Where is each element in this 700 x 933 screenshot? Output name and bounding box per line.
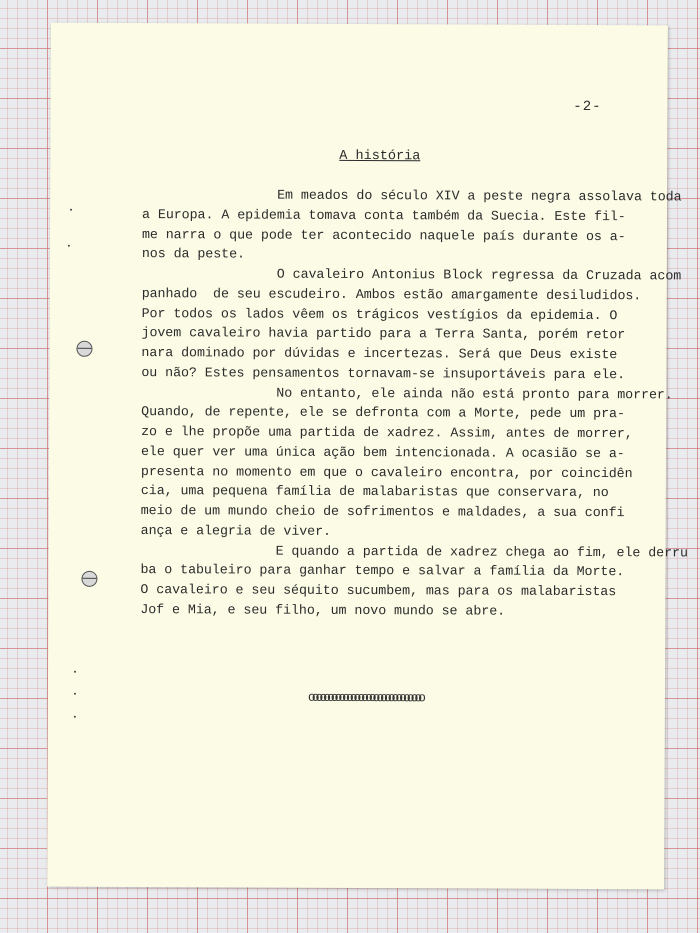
text-line: No entanto, ele ainda não está pronto para morrer.: [276, 385, 673, 402]
text-line: ou não? Estes pensamentos tornavam-se insuportáveis para ele.: [141, 364, 626, 382]
paper-mark: [68, 245, 70, 247]
paper-mark: [70, 209, 72, 211]
text-line: ba o tabuleiro para ganhar tempo e salvar a família da Morte.: [140, 562, 625, 580]
text-line: a Europa. A epidemia tomava conta também da Suecia. Este fil-: [142, 206, 626, 224]
paper-mark: [74, 671, 76, 673]
text-line: me narra o que pode ter acontecido naquele país durante os a-: [141, 226, 626, 244]
text-line: O cavaleiro Antonius Block regressa da Cruzada acom: [276, 266, 682, 284]
text-line: nos da peste.: [141, 246, 246, 262]
page-title: A história: [339, 148, 421, 165]
text-line: ele quer ver uma única ação bem intencionada. A ocasião se a-: [140, 443, 625, 461]
paper-mark: [74, 716, 76, 718]
text-line: nara dominado por dúvidas e incertezas. Será que Deus existe: [141, 345, 618, 363]
text-line: meio de um mundo cheio de sofrimentos e maldades, a sua confi: [140, 503, 625, 521]
paper-sheet: [47, 23, 688, 890]
text-line: zo e lhe propõe uma partida de xadrez. Assim, antes de morrer,: [141, 424, 633, 442]
text-line: presenta no momento em que o cavaleiro encontra, por coincidên: [140, 463, 633, 481]
punch-hole: [76, 341, 92, 357]
text-line: E quando a partida de xadrez chega ao fim, ele derru: [275, 543, 688, 560]
ornament-divider: oooooooooooooooooooooooooooooo: [307, 689, 423, 706]
text-line: Quando, de repente, ele se defronta com a Morte, pede um pra-: [141, 404, 625, 422]
text-line: panhado de seu escudeiro. Ambos estão amargamente desiludidos.: [141, 285, 642, 303]
text-line: cia, uma pequena família de malabaristas que conservara, no: [140, 483, 609, 501]
paper-mark: [74, 693, 76, 695]
page-number: -2-: [573, 98, 602, 116]
text-line: ança e alegria de viver.: [140, 522, 332, 539]
punch-hole: [81, 571, 97, 587]
text-line: Jof e Mia, e seu filho, um novo mundo se abre.: [140, 601, 506, 619]
text-line: Em meados do século XIV a peste negra assolava toda: [277, 187, 682, 205]
text-line: jovem cavaleiro havia partido para a Terra Santa, porém retor: [141, 325, 626, 343]
text-line: Por todos os lados vêem os trágicos vestígios da epidemia. O: [141, 305, 618, 323]
text-line: O cavaleiro e seu séquito sucumbem, mas para os malabaristas: [140, 582, 617, 600]
body-text: [140, 185, 688, 622]
